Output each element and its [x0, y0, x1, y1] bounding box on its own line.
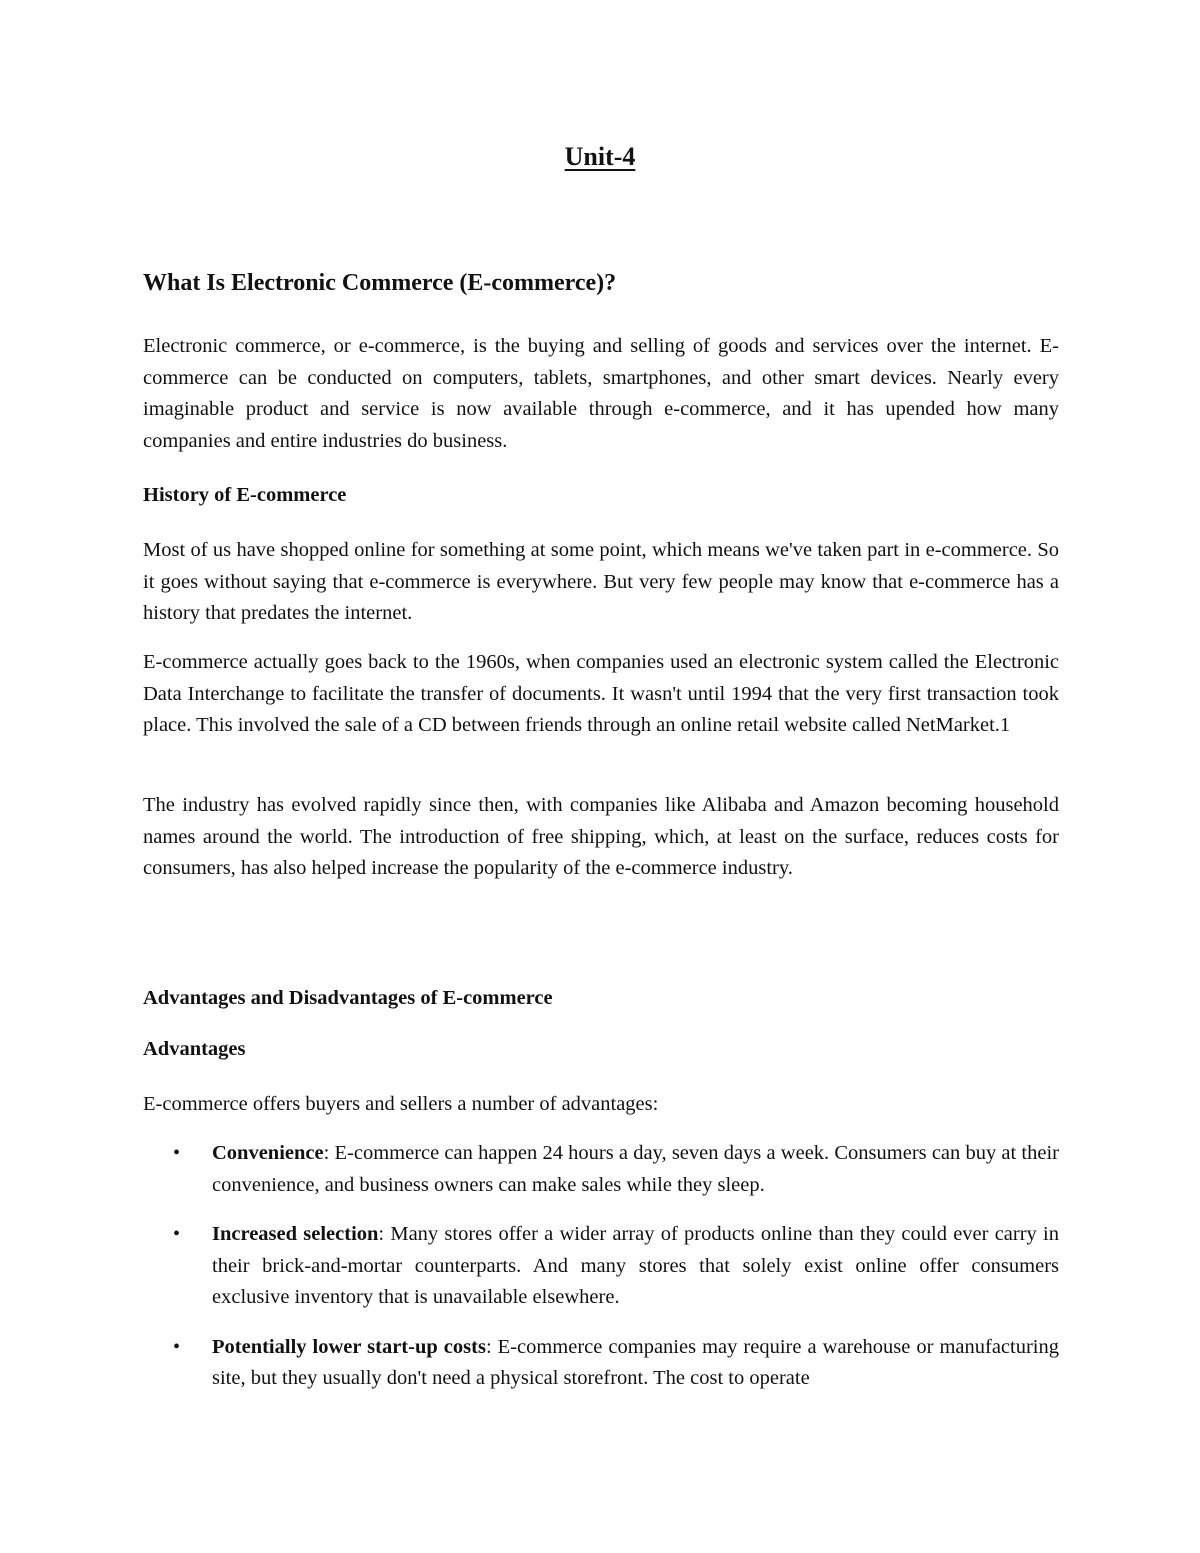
list-item-text: : E-commerce can happen 24 hours a day, seven days a week. Consumers can buy at their convenience, and business owners can make sales while they sleep.	[212, 1142, 1059, 1196]
bullet-icon: •	[173, 1335, 181, 1358]
intro-paragraph-block	[143, 331, 1059, 457]
history-paragraph-3-block	[143, 790, 1059, 885]
intro-paragraph: Electronic commerce, or e-commerce, is the buying and selling of goods and services over the internet. E-commerce can be conducted on computers, tablets, smartphones, and other smart devices. Nearly every imaginable product and service is now available through e-commerce, and it has upended how many companies and entire industries do business.	[143, 335, 1059, 452]
history-paragraph: E-commerce actually goes back to the 1960s, when companies used an electronic system called the Electronic Data Interchange to facilitate the transfer of documents. It wasn't until 1994 that the very first transaction took place. This involved the sale of a CD between friends through an online retail website called NetMarket.1	[143, 651, 1059, 736]
list-item-term: Potentially lower start-up costs	[212, 1335, 486, 1358]
advantages-heading: Advantages	[143, 1038, 246, 1060]
main-heading: What Is Electronic Commerce (E-commerce)?	[143, 270, 617, 296]
list-item	[143, 1138, 1059, 1201]
list-item-text: : Many stores offer a wider array of products online than they could ever carry in their brick-and-mortar counterparts. And many stores that solely exist online offer consumers exclusive inventory that is unavailable elsewhere.	[212, 1223, 1059, 1308]
list-item	[143, 1332, 1059, 1395]
adv-disadv-heading: Advantages and Disadvantages of E-commerce	[143, 987, 553, 1009]
advantages-intro-block	[143, 1089, 1059, 1121]
bullet-icon: •	[173, 1223, 181, 1245]
advantages-list	[143, 1138, 1059, 1413]
list-item-term: Increased selection	[212, 1223, 379, 1245]
list-item-text: : E-commerce companies may require a warehouse or manufacturing site, but they usually don't need a physical storefront. The cost to operate	[212, 1335, 1059, 1389]
list-item-term: Convenience	[212, 1142, 324, 1164]
history-heading: History of E-commerce	[143, 484, 347, 506]
advantages-intro: E-commerce offers buyers and sellers a number of advantages:	[143, 1093, 659, 1115]
history-paragraph: The industry has evolved rapidly since then, with companies like Alibaba and Amazon becoming household names around the world. The introduction of free shipping, which, at least on the surface, reduces costs for consumers, has also helped increase the popularity of the e-commerce industry.	[143, 794, 1059, 879]
history-paragraph: Most of us have shopped online for something at some point, which means we've taken part in e-commerce. So it goes without saying that e-commerce is everywhere. But very few people may know that e-commerce has a history that predates the internet.	[143, 539, 1059, 624]
history-paragraph-2-block	[143, 647, 1059, 742]
list-item	[143, 1219, 1059, 1314]
bullet-icon: •	[173, 1142, 181, 1164]
history-paragraph-1-block	[143, 535, 1059, 630]
unit-title: Unit-4	[564, 142, 636, 171]
